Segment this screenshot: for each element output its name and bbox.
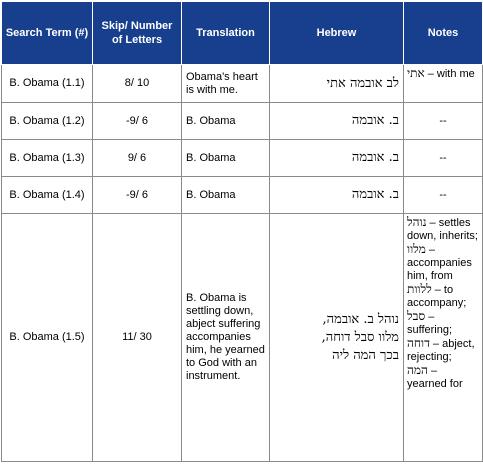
header-search-term: Search Term (#) — [2, 2, 93, 65]
note-hebrew-word: ללוות — [407, 282, 432, 296]
hebrew-cell — [270, 214, 404, 462]
hebrew-cell: לב אובמה אתי — [270, 65, 404, 103]
note-entry — [407, 364, 479, 391]
note-english-gloss: – suffering; — [407, 311, 453, 336]
header-hebrew: Hebrew — [270, 2, 404, 65]
skip-cell: 11/ 30 — [93, 214, 182, 462]
hebrew-cell: ב. אובמה — [270, 177, 404, 214]
skip-cell: -9/ 6 — [93, 103, 182, 140]
notes-cell: -- — [404, 103, 483, 140]
header-row — [2, 2, 483, 65]
translation-cell: B. Obama — [182, 177, 270, 214]
table-row — [2, 103, 483, 140]
term-cell: B. Obama (1.2) — [2, 103, 93, 140]
note-english-gloss: – with me — [424, 68, 475, 80]
translation-cell: B. Obama — [182, 103, 270, 140]
note-english-gloss: – accompanies him, from — [407, 244, 472, 282]
table-row — [2, 65, 483, 103]
hebrew-cell: ב. אובמה — [270, 140, 404, 177]
note-english-gloss: – to accompany; — [407, 284, 467, 309]
hebrew-line: נוהל ב. אובמה, — [322, 311, 399, 327]
term-cell: B. Obama (1.3) — [2, 140, 93, 177]
note-hebrew-word: דוחה — [407, 336, 430, 350]
hebrew-line: בכך המה ליה — [332, 347, 399, 363]
note-entry — [407, 243, 479, 310]
note-entry — [407, 337, 479, 364]
skip-cell: -9/ 6 — [93, 177, 182, 214]
term-cell: B. Obama (1.5) — [2, 214, 93, 462]
header-skip: Skip/ Number of Letters — [93, 2, 182, 65]
note-entry — [407, 216, 479, 243]
notes-cell — [404, 214, 483, 462]
note-english-gloss: – yearned for — [407, 365, 463, 390]
note-hebrew-word: נוהל — [407, 215, 427, 229]
note-entry — [407, 310, 479, 337]
bible-code-table — [1, 1, 483, 462]
term-cell: B. Obama (1.1) — [2, 65, 93, 103]
term-cell: B. Obama (1.4) — [2, 177, 93, 214]
note-english-gloss: – settles down, inherits; — [407, 217, 478, 242]
translation-cell: B. Obama is settling down, abject suffering accompanies him, he yearned to God with an instrument. — [182, 214, 270, 462]
table-row — [2, 214, 483, 462]
note-hebrew-word: המה — [407, 363, 428, 377]
note-hebrew-word: אתי — [407, 66, 425, 80]
header-notes: Notes — [404, 2, 483, 65]
notes-cell: -- — [404, 140, 483, 177]
skip-cell: 8/ 10 — [93, 65, 182, 103]
table-row — [2, 140, 483, 177]
note-hebrew-word: מלוו — [407, 242, 426, 256]
hebrew-cell: ב. אובמה — [270, 103, 404, 140]
note-english-gloss: – abject, rejecting; — [407, 338, 475, 363]
translation-cell: B. Obama — [182, 140, 270, 177]
note-hebrew-word: סבל — [407, 309, 426, 323]
notes-cell: -- — [404, 177, 483, 214]
translation-cell: Obama's heart is with me. — [182, 65, 270, 103]
skip-cell: 9/ 6 — [93, 140, 182, 177]
table-row — [2, 177, 483, 214]
notes-cell — [404, 65, 483, 103]
hebrew-line: מלוו סבל דוחה, — [321, 329, 399, 345]
header-translation: Translation — [182, 2, 270, 65]
